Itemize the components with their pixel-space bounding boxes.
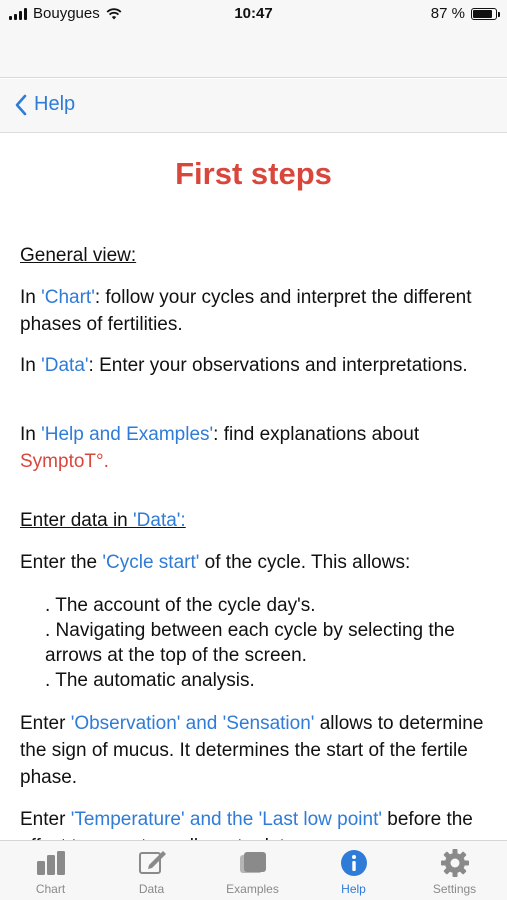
- tab-label: Settings: [432, 882, 477, 896]
- temperature-paragraph: Enter 'Temperature' and the 'Last low point' before the: [20, 809, 473, 830]
- battery-icon: [471, 8, 497, 20]
- data-heading-link[interactable]: 'Data':: [133, 510, 186, 531]
- status-time: 10:47: [234, 5, 273, 22]
- chart-link[interactable]: 'Chart': [41, 287, 95, 308]
- page-title: First steps: [175, 156, 332, 191]
- observation-paragraph: Enter 'Observation' and 'Sensation' allows to determine the sign of mucus. It determines the start of the fertile phase.: [20, 713, 484, 788]
- list-item: . Navigating between each cycle by selecting the arrows at the top of the screen.: [45, 620, 455, 666]
- nav-bar: [0, 79, 507, 133]
- back-label: Help: [34, 93, 76, 115]
- list-item: . The account of the cycle day's.: [45, 595, 316, 616]
- data-link[interactable]: 'Data': [41, 355, 89, 376]
- gear-icon: [438, 847, 472, 879]
- back-button[interactable]: [14, 93, 75, 116]
- help-content[interactable]: [0, 134, 507, 840]
- tab-label: Help: [341, 882, 366, 896]
- cycle-start-list: [45, 593, 485, 693]
- help-paragraph: In 'Help and Examples': find explanations about SymptoT°.: [20, 424, 420, 472]
- help-examples-link[interactable]: 'Help and Examples': [41, 424, 214, 445]
- battery-fill: [473, 10, 492, 18]
- info-icon: [337, 847, 371, 879]
- status-right: [431, 5, 497, 22]
- cycle-start-link[interactable]: 'Cycle start': [102, 552, 200, 573]
- tab-data[interactable]: [101, 847, 202, 896]
- cycle-start-paragraph: Enter the 'Cycle start' of the cycle. This allows:: [20, 552, 411, 573]
- tab-label: Data: [138, 882, 165, 896]
- tab-label: Chart: [35, 882, 66, 896]
- carrier-name: Bouygues: [33, 5, 100, 22]
- symptot-name: SymptoT°.: [20, 451, 109, 472]
- general-view-heading: General view:: [20, 245, 137, 266]
- enter-data-heading: Enter data in 'Data':: [20, 510, 186, 531]
- chart-paragraph: In 'Chart': follow your cycles and interpret the different phases of fertilities.: [20, 287, 472, 335]
- observation-link[interactable]: 'Observation' and 'Sensation': [70, 713, 315, 734]
- temperature-link[interactable]: 'Temperature' and the 'Last low point': [70, 809, 383, 830]
- status-bar: [0, 0, 507, 30]
- list-item: . The automatic analysis.: [45, 670, 255, 691]
- tab-help[interactable]: [303, 847, 404, 896]
- examples-icon: [236, 847, 270, 879]
- edit-icon: [135, 847, 169, 879]
- tab-examples[interactable]: [202, 847, 303, 896]
- tab-bar: [0, 840, 507, 900]
- header-spacer: [0, 30, 507, 78]
- tab-chart[interactable]: [0, 847, 101, 896]
- battery-percent: 87 %: [430, 5, 465, 22]
- chart-icon: [34, 847, 68, 879]
- chevron-left-icon: [14, 94, 28, 116]
- data-paragraph: In 'Data': Enter your observations and interpretations.: [20, 355, 468, 376]
- tab-label: Examples: [226, 882, 279, 896]
- tab-settings[interactable]: [404, 847, 505, 896]
